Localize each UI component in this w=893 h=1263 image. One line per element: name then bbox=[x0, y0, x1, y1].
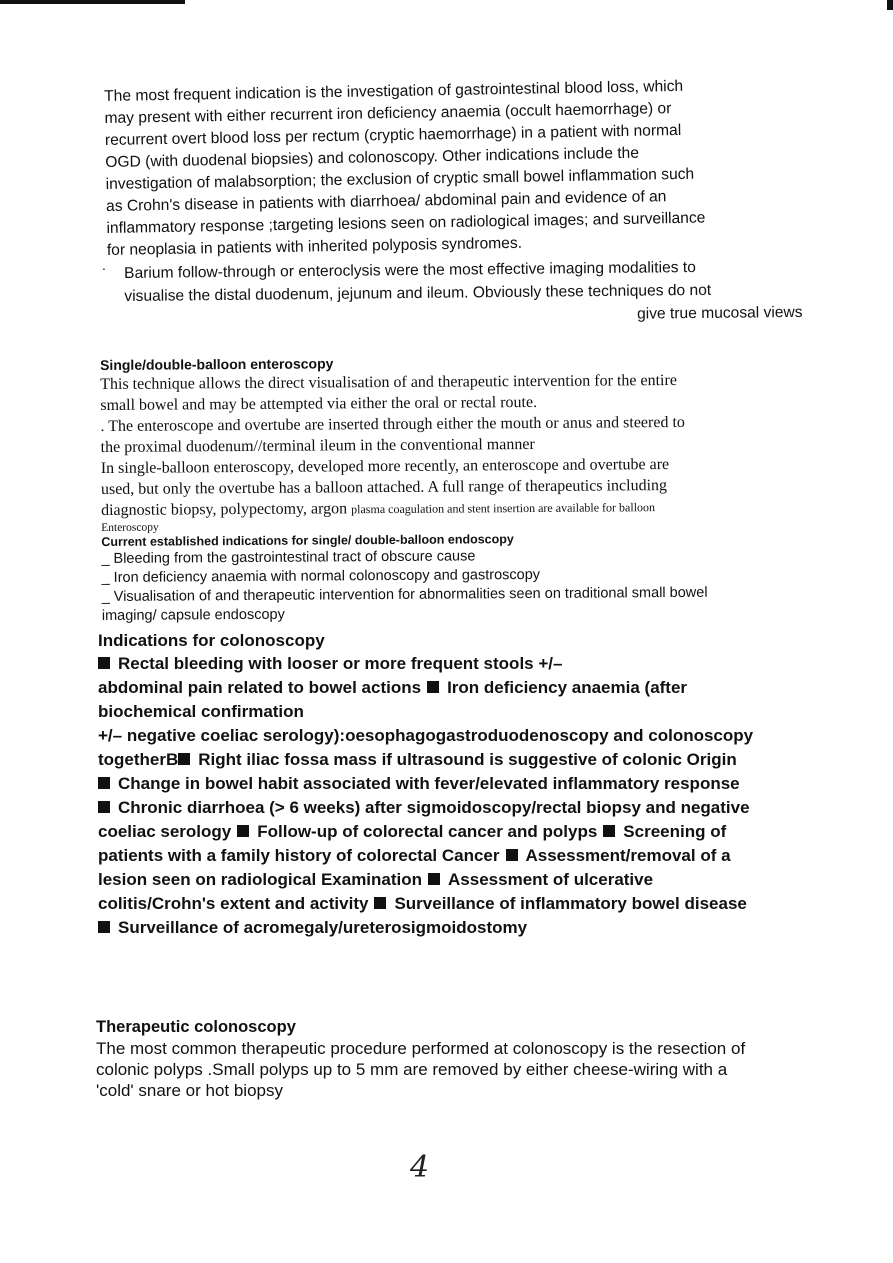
text-line: +/– negative coeliac serology):oesophagogastroduodenoscopy and colonoscopy bbox=[98, 726, 754, 745]
text-span: togetherB bbox=[98, 750, 179, 769]
text-span: Change in bowel habit associated with fever/elevated inflammatory response bbox=[118, 774, 740, 793]
square-bullet-icon bbox=[237, 825, 249, 837]
square-bullet-icon bbox=[428, 873, 440, 885]
text-span: Surveillance of acromegaly/ureterosigmoidostomy bbox=[118, 918, 528, 937]
intro-paragraph bbox=[104, 74, 797, 262]
text-span: Assessment of ulcerative bbox=[448, 870, 654, 889]
scan-corner-mark bbox=[887, 0, 893, 10]
text-line: used, but only the overtube has a balloon attached. A full range of therapeutics including bbox=[100, 477, 668, 498]
indications-list bbox=[101, 545, 802, 626]
square-bullet-icon bbox=[178, 753, 190, 765]
list-item: _ Visualisation of and therapeutic intervention for abnormalities seen on traditional small bowel bbox=[101, 584, 708, 605]
text-line: 'cold' snare or hot biopsy bbox=[96, 1081, 283, 1100]
square-bullet-icon bbox=[98, 657, 110, 669]
text-line bbox=[98, 892, 818, 916]
square-bullet-icon bbox=[98, 921, 110, 933]
text-line: The most frequent indication is the investigation of gastrointestinal blood loss, which bbox=[104, 77, 684, 105]
page-number: 4 bbox=[410, 1150, 430, 1185]
therapeutic-body bbox=[96, 1038, 826, 1101]
text-line: biochemical confirmation bbox=[98, 702, 304, 721]
text-line: This technique allows the direct visualisation of and therapeutic intervention for the entire bbox=[100, 371, 677, 393]
text-span: Screening of bbox=[623, 822, 727, 841]
enteroscopy-body bbox=[100, 369, 801, 522]
indications-heading: Current established indications for single/ double-balloon endoscopy bbox=[101, 532, 514, 549]
text-line bbox=[98, 676, 818, 700]
text-line bbox=[98, 868, 818, 892]
square-bullet-icon bbox=[98, 777, 110, 789]
text-span: Right iliac fossa mass if ultrasound is suggestive of colonic Origin bbox=[198, 750, 737, 769]
list-item: _ Bleeding from the gastrointestinal tract of obscure cause bbox=[101, 548, 476, 567]
text-span: lesion seen on radiological Examination bbox=[98, 870, 423, 889]
text-span: diagnostic biopsy, polypectomy, argon bbox=[101, 500, 352, 519]
text-line: . The enteroscope and overtube are inserted through either the mouth or anus and steered to bbox=[100, 413, 685, 435]
text-span: abdominal pain related to bowel actions bbox=[98, 678, 422, 697]
text-span: Iron deficiency anaemia (after bbox=[447, 678, 688, 697]
text-line: Enteroscopy bbox=[101, 521, 159, 534]
enteroscopy-section bbox=[100, 351, 802, 626]
colonoscopy-section bbox=[98, 630, 818, 940]
text-line bbox=[98, 820, 818, 844]
text-span: patients with a family history of colorectal Cancer bbox=[98, 846, 500, 865]
text-line: recurrent overt blood loss per rectum (cryptic haemorrhage) in a patient with normal bbox=[104, 121, 682, 149]
barium-paragraph bbox=[124, 255, 805, 331]
text-line: In single-balloon enteroscopy, developed more recently, an enteroscope and overtube are bbox=[100, 456, 670, 477]
colonoscopy-indications bbox=[98, 652, 818, 940]
text-line: inflammatory response ;targeting lesions seen on radiological images; and surveillance bbox=[106, 209, 706, 237]
text-line: colonic polyps .Small polyps up to 5 mm are removed by either cheese-wiring with a bbox=[96, 1060, 728, 1079]
text-line: for neoplasia in patients with inherited polyposis syndromes. bbox=[106, 234, 523, 259]
stray-dot: . bbox=[102, 257, 106, 273]
text-line bbox=[98, 916, 818, 940]
text-line: investigation of malabsorption; the exclusion of cryptic small bowel inflammation such bbox=[105, 165, 695, 193]
text-line: as Crohn's disease in patients with diarrhoea/ abdominal pain and evidence of an bbox=[105, 188, 667, 215]
text-line bbox=[98, 652, 818, 676]
square-bullet-icon bbox=[98, 801, 110, 813]
square-bullet-icon bbox=[506, 849, 518, 861]
square-bullet-icon bbox=[603, 825, 615, 837]
list-item: imaging/ capsule endoscopy bbox=[101, 606, 285, 624]
text-span: Follow-up of colorectal cancer and polyps bbox=[257, 822, 598, 841]
text-line: visualise the distal duodenum, jejunum and ileum. Obviously these techniques do not bbox=[124, 281, 712, 305]
small-text-span: plasma coagulation and stent insertion are available for balloon bbox=[351, 500, 656, 517]
text-line: the proximal duodenum//terminal ileum in the conventional manner bbox=[100, 435, 535, 456]
section-heading: Therapeutic colonoscopy bbox=[96, 1018, 296, 1036]
section-heading: Single/double-balloon enteroscopy bbox=[100, 355, 334, 373]
text-span: coeliac serology bbox=[98, 822, 232, 841]
text-line bbox=[98, 796, 818, 820]
section-heading: Indications for colonoscopy bbox=[98, 631, 325, 650]
text-span: Assessment/removal of a bbox=[525, 846, 731, 865]
therapeutic-section bbox=[96, 1016, 826, 1101]
text-span: colitis/Crohn's extent and activity bbox=[98, 894, 369, 913]
square-bullet-icon bbox=[374, 897, 386, 909]
text-line: The most common therapeutic procedure performed at colonoscopy is the resection of bbox=[96, 1039, 746, 1058]
list-item: _ Iron deficiency anaemia with normal colonoscopy and gastroscopy bbox=[101, 566, 541, 586]
text-span: Rectal bleeding with looser or more frequent stools +/– bbox=[118, 654, 563, 673]
text-line: may present with either recurrent iron deficiency anaemia (occult haemorrhage) or bbox=[104, 100, 672, 127]
text-span: Surveillance of inflammatory bowel disease bbox=[394, 894, 747, 913]
text-span: Chronic diarrhoea (> 6 weeks) after sigmoidoscopy/rectal biopsy and negative bbox=[118, 798, 750, 817]
text-line: small bowel and may be attempted via either the oral or rectal route. bbox=[100, 393, 538, 414]
text-line bbox=[98, 748, 818, 772]
text-line: Barium follow-through or enteroclysis were the most effective imaging modalities to bbox=[124, 259, 696, 282]
text-line: give true mucosal views bbox=[636, 303, 803, 323]
square-bullet-icon bbox=[427, 681, 439, 693]
scan-edge-bar bbox=[0, 0, 185, 4]
text-line bbox=[98, 772, 818, 796]
text-line bbox=[98, 844, 818, 868]
text-line: OGD (with duodenal biopsies) and colonoscopy. Other indications include the bbox=[105, 144, 640, 171]
